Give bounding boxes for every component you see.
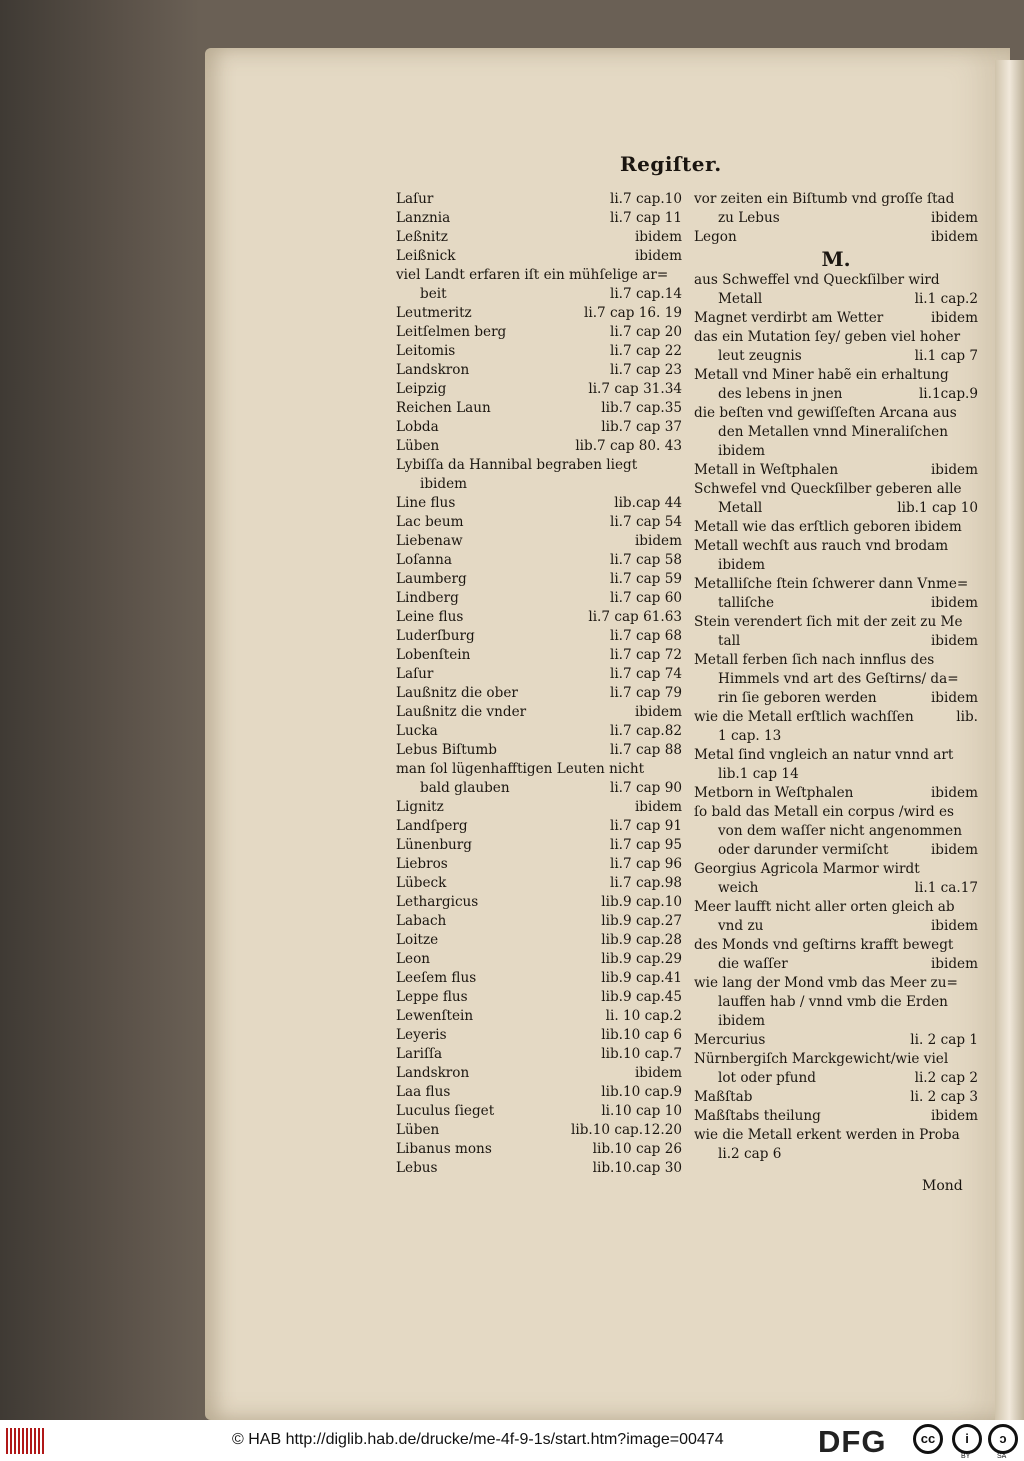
index-entry [694,347,978,366]
index-entry [396,209,682,228]
index-entry [396,494,682,513]
entry-reference: li.7 cap.98 [609,875,682,891]
index-entry [396,247,682,266]
entry-reference: lib.10 cap.12.20 [571,1122,682,1138]
entry-text: Lariſſa [396,1046,443,1062]
entry-text: aus Schweffel vnd Queckſilber wird [694,272,940,288]
index-entry [694,841,978,860]
index-entry [396,893,682,912]
index-entry [694,708,978,727]
index-entry [396,855,682,874]
index-entry [694,271,978,290]
entry-text: Leßnitz [396,229,448,245]
entry-reference: li.7 cap 68 [609,628,682,644]
entry-reference: lib.1 cap 10 [897,500,978,516]
entry-text: oder darunder vermiſcht [718,842,889,858]
entry-reference: li.7 cap 23 [609,362,682,378]
index-entry [396,399,682,418]
index-entry [396,684,682,703]
entry-text: Lüben [396,438,440,454]
index-entry [694,190,978,209]
entry-text: wie lang der Mond vmb das Meer zu= [694,975,958,991]
index-entry [396,1121,682,1140]
entry-text: ibidem [718,1013,766,1029]
index-entry [396,1064,682,1083]
index-entry [396,608,682,627]
entry-text: weich [718,880,759,896]
entry-text: Metall wechſt aus rauch vnd brodam [694,538,949,554]
entry-text: des lebens in jnen [718,386,843,402]
entry-text: 1 cap. 13 [718,728,782,744]
entry-text: von dem waſſer nicht angenommen [718,823,962,839]
entry-text: Leyeris [396,1027,447,1043]
entry-text: Laumberg [396,571,467,587]
index-entry [396,551,682,570]
entry-text: M. [821,247,851,271]
entry-text: Lübeck [396,875,447,891]
entry-text: Lucka [396,723,438,739]
entry-reference: li.7 cap 31.34 [588,381,682,397]
index-entry [396,703,682,722]
index-entry [396,798,682,817]
index-entry [694,290,978,309]
entry-reference: lib.10 cap 6 [601,1027,682,1043]
index-entry [694,974,978,993]
entry-text: Metall [718,500,763,516]
index-entry [396,931,682,950]
entry-text: Leißnick [396,248,456,264]
entry-reference: ibidem [930,210,978,226]
entry-text: Lanznia [396,210,451,226]
entry-text: Legon [694,229,737,245]
entry-reference: lib.7 cap.35 [601,400,682,416]
index-entry [694,328,978,347]
entry-reference: ibidem [930,310,978,326]
entry-reference: lib.10 cap 26 [592,1141,682,1157]
entry-text: Lobenſtein [396,647,471,663]
entry-reference: ibidem [634,1065,682,1081]
index-entry [396,532,682,551]
entry-reference: li. 10 cap.2 [605,1008,682,1024]
entry-text: Leipzig [396,381,447,397]
entry-text: das ein Mutation ſey/ geben viel hoher [694,329,961,345]
entry-text: zu Lebus [718,210,780,226]
entry-reference: ibidem [930,462,978,478]
index-entry [694,385,978,404]
entry-text: Lac beum [396,514,464,530]
entry-text: Leon [396,951,431,967]
entry-text: vor zeiten ein Biſtumb vnd groſſe ſtad [694,191,955,207]
entry-text: Lebus [396,1160,438,1176]
entry-text: Metborn in Weſtphalen [694,785,854,801]
entry-text: Metal ſind vngleich an natur vnnd art [694,747,954,763]
entry-reference: ibidem [930,229,978,245]
index-entry [694,784,978,803]
entry-text: lot oder pfund [718,1070,817,1086]
entry-text: Mercurius [694,1032,766,1048]
entry-text: Leeſem flus [396,970,477,986]
entry-reference: lib.9 cap.28 [601,932,682,948]
entry-text: Lebus Biſtumb [396,742,498,758]
entry-text: Nürnbergiſch Marckgewicht/wie viel [694,1051,949,1067]
next-page-edge [995,60,1024,1420]
entry-text: Maßſtabs theilung [694,1108,821,1124]
entry-reference: lib.cap 44 [614,495,682,511]
entry-reference: li.7 cap.14 [609,286,682,302]
entry-text: ibidem [420,476,468,492]
index-entry [396,646,682,665]
entry-text: Lünenburg [396,837,472,853]
index-entry [694,1088,978,1107]
entry-text: ibidem [718,557,766,573]
entry-reference: ibidem [930,918,978,934]
entry-text: talliſche [718,595,775,611]
entry-text: die beſten vnd gewiſſeſten Arcana aus [694,405,957,421]
index-entry [396,266,682,285]
entry-text: Leppe flus [396,989,468,1005]
entry-text: Lüben [396,1122,440,1138]
index-entry [396,285,682,304]
entry-reference: li.7 cap 54 [609,514,682,530]
entry-text: rin ſie geboren werden [718,690,877,706]
index-entry [396,1083,682,1102]
index-entry [694,746,978,765]
index-entry [396,741,682,760]
entry-text: Laa flus [396,1084,451,1100]
entry-text: man ſol lügenhafftigen Leuten nicht [396,761,645,777]
entry-reference: li.7 cap 20 [609,324,682,340]
index-entry [396,779,682,798]
entry-text: Lignitz [396,799,444,815]
entry-reference: li.10 cap 10 [601,1103,682,1119]
index-entry [694,442,978,461]
entry-reference: lib.9 cap.41 [601,970,682,986]
cc-icon: cc [913,1424,943,1454]
entry-text: Liebenaw [396,533,463,549]
entry-text: Line flus [396,495,456,511]
index-entry [396,722,682,741]
index-entry [396,1007,682,1026]
entry-text: Leitſelmen berg [396,324,507,340]
index-entry [694,898,978,917]
entry-reference: li.1cap.9 [918,386,978,402]
index-entry [694,670,978,689]
index-entry [396,1045,682,1064]
entry-reference: ibidem [634,799,682,815]
index-entry [694,1012,978,1031]
entry-reference: li.7 cap 74 [609,666,682,682]
index-entry [694,537,978,556]
index-entry [694,556,978,575]
entry-text: Loitze [396,932,439,948]
entry-text: Landskron [396,362,470,378]
index-entry [396,361,682,380]
by-icon: i [952,1424,982,1454]
entry-reference: li.7 cap 61.63 [588,609,682,625]
index-column-left [396,190,682,1178]
entry-text: Landskron [396,1065,470,1081]
entry-text: Lobda [396,419,439,435]
index-entry [694,309,978,328]
entry-text: Metall in Weſtphalen [694,462,839,478]
entry-reference: lib. [956,709,978,725]
entry-text: Laſur [396,191,434,207]
index-entry [396,342,682,361]
entry-text: Metall ferben ſich nach innflus des [694,652,935,668]
entry-text: Metalliſche ſtein ſchwerer dann Vnme= [694,576,969,592]
entry-text: Schwefel vnd Queckſilber geberen alle [694,481,962,497]
entry-text: Maßſtab [694,1089,753,1105]
index-entry [396,304,682,323]
index-entry [396,627,682,646]
index-entry [694,860,978,879]
index-entry [396,570,682,589]
index-entry [694,499,978,518]
dfg-logo-icon: DFG [818,1424,887,1459]
entry-reference: li.7 cap 91 [609,818,682,834]
entry-text: Metall wie das erſtlich geboren ibidem [694,519,962,535]
entry-reference: li.7 cap 95 [609,837,682,853]
page-heading: Regiſter. [620,152,722,176]
entry-text: lib.1 cap 14 [718,766,799,782]
entry-reference: li. 2 cap 3 [910,1089,978,1105]
entry-reference: li.7 cap 60 [609,590,682,606]
section-letter [694,247,978,271]
copyright-link[interactable]: © HAB http://diglib.hab.de/drucke/me-4f-9-1s/start.htm?image=00474 [232,1431,724,1448]
entry-text: ibidem [718,443,766,459]
index-entry [694,1050,978,1069]
entry-text: Metall [718,291,763,307]
index-entry [694,632,978,651]
entry-text: tall [718,633,741,649]
entry-reference: li.7 cap.10 [609,191,682,207]
entry-text: Laußnitz die ober [396,685,518,701]
entry-reference: ibidem [930,956,978,972]
index-entry [396,1026,682,1045]
entry-text: Meer laufft nicht aller orten gleich ab [694,899,955,915]
entry-text: Reichen Laun [396,400,491,416]
entry-text: Magnet verdirbt am Wetter [694,310,884,326]
index-entry [694,822,978,841]
entry-text: li.2 cap 6 [718,1146,782,1162]
index-entry [694,575,978,594]
index-entry [396,475,682,494]
index-entry [396,1140,682,1159]
entry-reference: li.1 cap.2 [914,291,978,307]
index-entry [396,1159,682,1178]
index-entry [396,456,682,475]
index-entry [396,817,682,836]
index-entry [694,689,978,708]
entry-text: leut zeugnis [718,348,802,364]
index-entry [396,190,682,209]
index-entry [694,423,978,442]
index-entry [694,1107,978,1126]
index-entry [694,594,978,613]
entry-text: Laſur [396,666,434,682]
hab-logo-icon [6,1428,46,1454]
index-entry [694,461,978,480]
index-entry [396,589,682,608]
entry-reference: ibidem [930,633,978,649]
sa-icon: ↄ [988,1424,1018,1454]
entry-text: vnd zu [718,918,764,934]
entry-text: Leutmeritz [396,305,472,321]
index-entry [396,1102,682,1121]
entry-text: die waſſer [718,956,788,972]
entry-reference: li.1 ca.17 [914,880,978,896]
entry-reference: ibidem [634,248,682,264]
index-entry [396,437,682,456]
entry-text: Leine flus [396,609,464,625]
entry-text: den Metallen vnnd Mineraliſchen [718,424,948,440]
entry-text: viel Landt erfaren iſt ein mühſelige ar= [396,267,669,283]
entry-reference: li.2 cap 2 [914,1070,978,1086]
index-entry [694,765,978,784]
index-entry [396,969,682,988]
entry-text: Luderſburg [396,628,475,644]
index-entry [694,228,978,247]
entry-reference: ibidem [930,690,978,706]
index-entry [694,651,978,670]
index-entry [694,404,978,423]
entry-reference: li.7 cap 72 [609,647,682,663]
entry-text: Loſanna [396,552,452,568]
entry-reference: lib.10 cap.9 [601,1084,682,1100]
entry-reference: lib.10.cap 30 [592,1160,682,1176]
index-entry [396,665,682,684]
entry-text: Georgius Agricola Marmor wirdt [694,861,920,877]
entry-text: Luculus ſieget [396,1103,495,1119]
entry-reference: ibidem [930,595,978,611]
index-entry [694,993,978,1012]
entry-text: Landſperg [396,818,468,834]
index-entry [396,228,682,247]
index-entry [396,836,682,855]
index-entry [396,874,682,893]
entry-reference: li.7 cap 58 [609,552,682,568]
index-entry [396,760,682,779]
index-entry [694,366,978,385]
index-entry [694,917,978,936]
entry-reference: li.7 cap.82 [609,723,682,739]
entry-text: Lewenſtein [396,1008,474,1024]
entry-reference: ibidem [930,1108,978,1124]
entry-text: wie die Metall erkent werden in Proba [694,1127,960,1143]
index-entry [694,955,978,974]
entry-text: Libanus mons [396,1141,492,1157]
entry-reference: lib.9 cap.10 [601,894,682,910]
entry-reference: lib.9 cap.29 [601,951,682,967]
entry-reference: ibidem [930,785,978,801]
entry-reference: ibidem [634,229,682,245]
index-column-right [694,190,978,1164]
entry-reference: li.7 cap 11 [609,210,682,226]
index-entry [396,950,682,969]
entry-reference: li.1 cap 7 [914,348,978,364]
entry-reference: ibidem [930,842,978,858]
index-entry [694,1069,978,1088]
entry-text: Labach [396,913,447,929]
entry-text: bald glauben [420,780,510,796]
entry-text: Lybiſſa da Hannibal begraben liegt [396,457,638,473]
entry-reference: lib.7 cap 37 [601,419,682,435]
index-entry [694,1031,978,1050]
catchword: Mond [922,1178,963,1194]
index-entry [396,912,682,931]
entry-text: wie die Metall erſtlich wachſſen [694,709,914,725]
index-entry [396,513,682,532]
index-entry [694,518,978,537]
entry-text: Liebros [396,856,448,872]
index-entry [396,418,682,437]
entry-text: Metall vnd Miner habẽ ein erhaltung [694,367,949,383]
index-entry [694,879,978,898]
index-entry [694,480,978,499]
entry-reference: lib.7 cap 80. 43 [575,438,682,454]
index-entry [694,1126,978,1145]
entry-text: des Monds vnd geſtirns krafft bewegt [694,937,954,953]
entry-text: ſo bald das Metall ein corpus /wird es [694,804,954,820]
entry-reference: li.7 cap 79 [609,685,682,701]
index-entry [694,803,978,822]
license-label: SA [997,1453,1007,1460]
entry-reference: li.7 cap 16. 19 [584,305,682,321]
index-entry [694,1145,978,1164]
entry-reference: lib.9 cap.27 [601,913,682,929]
entry-reference: li. 2 cap 1 [910,1032,978,1048]
entry-text: Leitomis [396,343,456,359]
entry-text: Lindberg [396,590,459,606]
entry-text: Stein verendert ſich mit der zeit zu Me [694,614,963,630]
entry-text: lauffen hab / vnnd vmb die Erden [718,994,948,1010]
license-label: BY [961,1453,971,1460]
entry-reference: li.7 cap 90 [609,780,682,796]
index-entry [396,323,682,342]
entry-text: beit [420,286,447,302]
entry-text: Himmels vnd art des Geſtirns/ da= [718,671,959,687]
viewer-footer [0,1420,1024,1461]
entry-reference: lib.9 cap.45 [601,989,682,1005]
entry-reference: ibidem [634,704,682,720]
index-entry [396,380,682,399]
index-entry [694,936,978,955]
index-entry [694,727,978,746]
entry-reference: li.7 cap 22 [609,343,682,359]
index-entry [396,988,682,1007]
entry-reference: li.7 cap 59 [609,571,682,587]
index-entry [694,209,978,228]
entry-reference: li.7 cap 96 [609,856,682,872]
entry-reference: lib.10 cap.7 [601,1046,682,1062]
entry-reference: li.7 cap 88 [609,742,682,758]
index-entry [694,613,978,632]
entry-text: Laußnitz die vnder [396,704,527,720]
entry-text: Lethargicus [396,894,479,910]
entry-reference: ibidem [634,533,682,549]
